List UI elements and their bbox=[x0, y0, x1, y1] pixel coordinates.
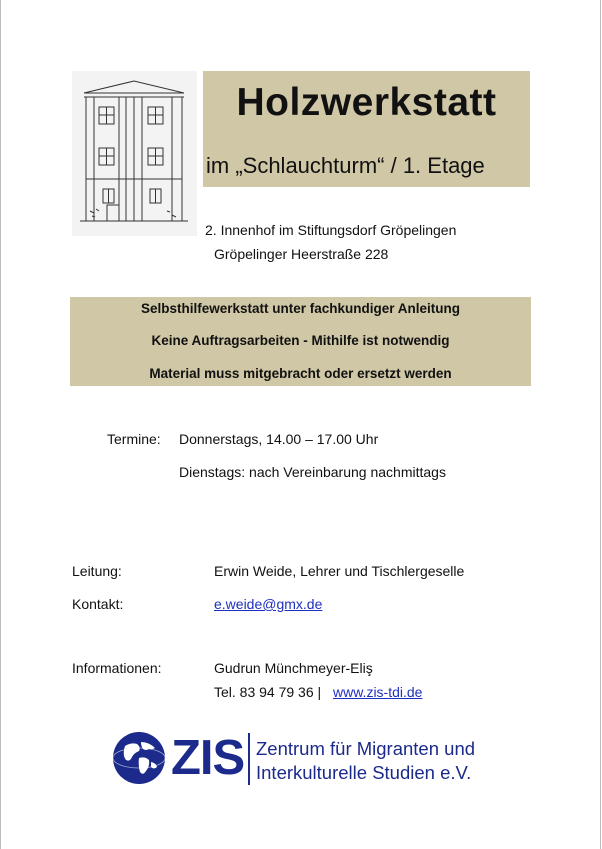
phone-number: Tel. 83 94 79 36 | bbox=[214, 684, 322, 700]
termine-label: Termine: bbox=[107, 431, 161, 447]
info-line: Selbsthilfewerkstatt unter fachkundiger Anleitung bbox=[140, 301, 461, 316]
title-box bbox=[203, 71, 530, 187]
termine-line-2: Dienstags: nach Vereinbarung nachmittags bbox=[179, 464, 446, 480]
page-title: Holzwerkstatt bbox=[236, 81, 497, 124]
info-line: Material muss mitgebracht oder ersetzt werden bbox=[149, 366, 452, 381]
page-border-left bbox=[0, 0, 1, 849]
email-link[interactable]: e.weide@gmx.de bbox=[214, 596, 323, 612]
logo-divider bbox=[248, 733, 250, 785]
leitung-value: Erwin Weide, Lehrer und Tischlergeselle bbox=[214, 563, 465, 579]
page-border-right bbox=[600, 0, 601, 849]
website-link[interactable]: www.zis-tdi.de bbox=[333, 684, 423, 700]
building-drawing bbox=[72, 71, 197, 236]
kontakt-label: Kontakt: bbox=[72, 596, 124, 612]
location-subtitle: im „Schlauchturm“ / 1. Etage bbox=[206, 153, 485, 178]
info-line: Keine Auftragsarbeiten - Mithilfe ist notwendig bbox=[151, 333, 450, 348]
informationen-label: Informationen: bbox=[72, 660, 162, 676]
globe-icon bbox=[111, 730, 167, 786]
termine-line-1: Donnerstags, 14.00 – 17.00 Uhr bbox=[179, 431, 379, 447]
info-box bbox=[70, 297, 531, 386]
logo-abbreviation: ZIS bbox=[171, 731, 245, 785]
logo-text-line-1: Zentrum für Migranten und bbox=[256, 738, 476, 759]
logo-text-line-2: Interkulturelle Studien e.V. bbox=[256, 762, 472, 783]
leitung-label: Leitung: bbox=[72, 563, 122, 579]
address-line-2: Gröpelinger Heerstraße 228 bbox=[214, 246, 389, 262]
contact-person: Gudrun Münchmeyer-Eliş bbox=[214, 660, 373, 676]
address-line-1: 2. Innenhof im Stiftungsdorf Gröpelingen bbox=[205, 222, 457, 238]
